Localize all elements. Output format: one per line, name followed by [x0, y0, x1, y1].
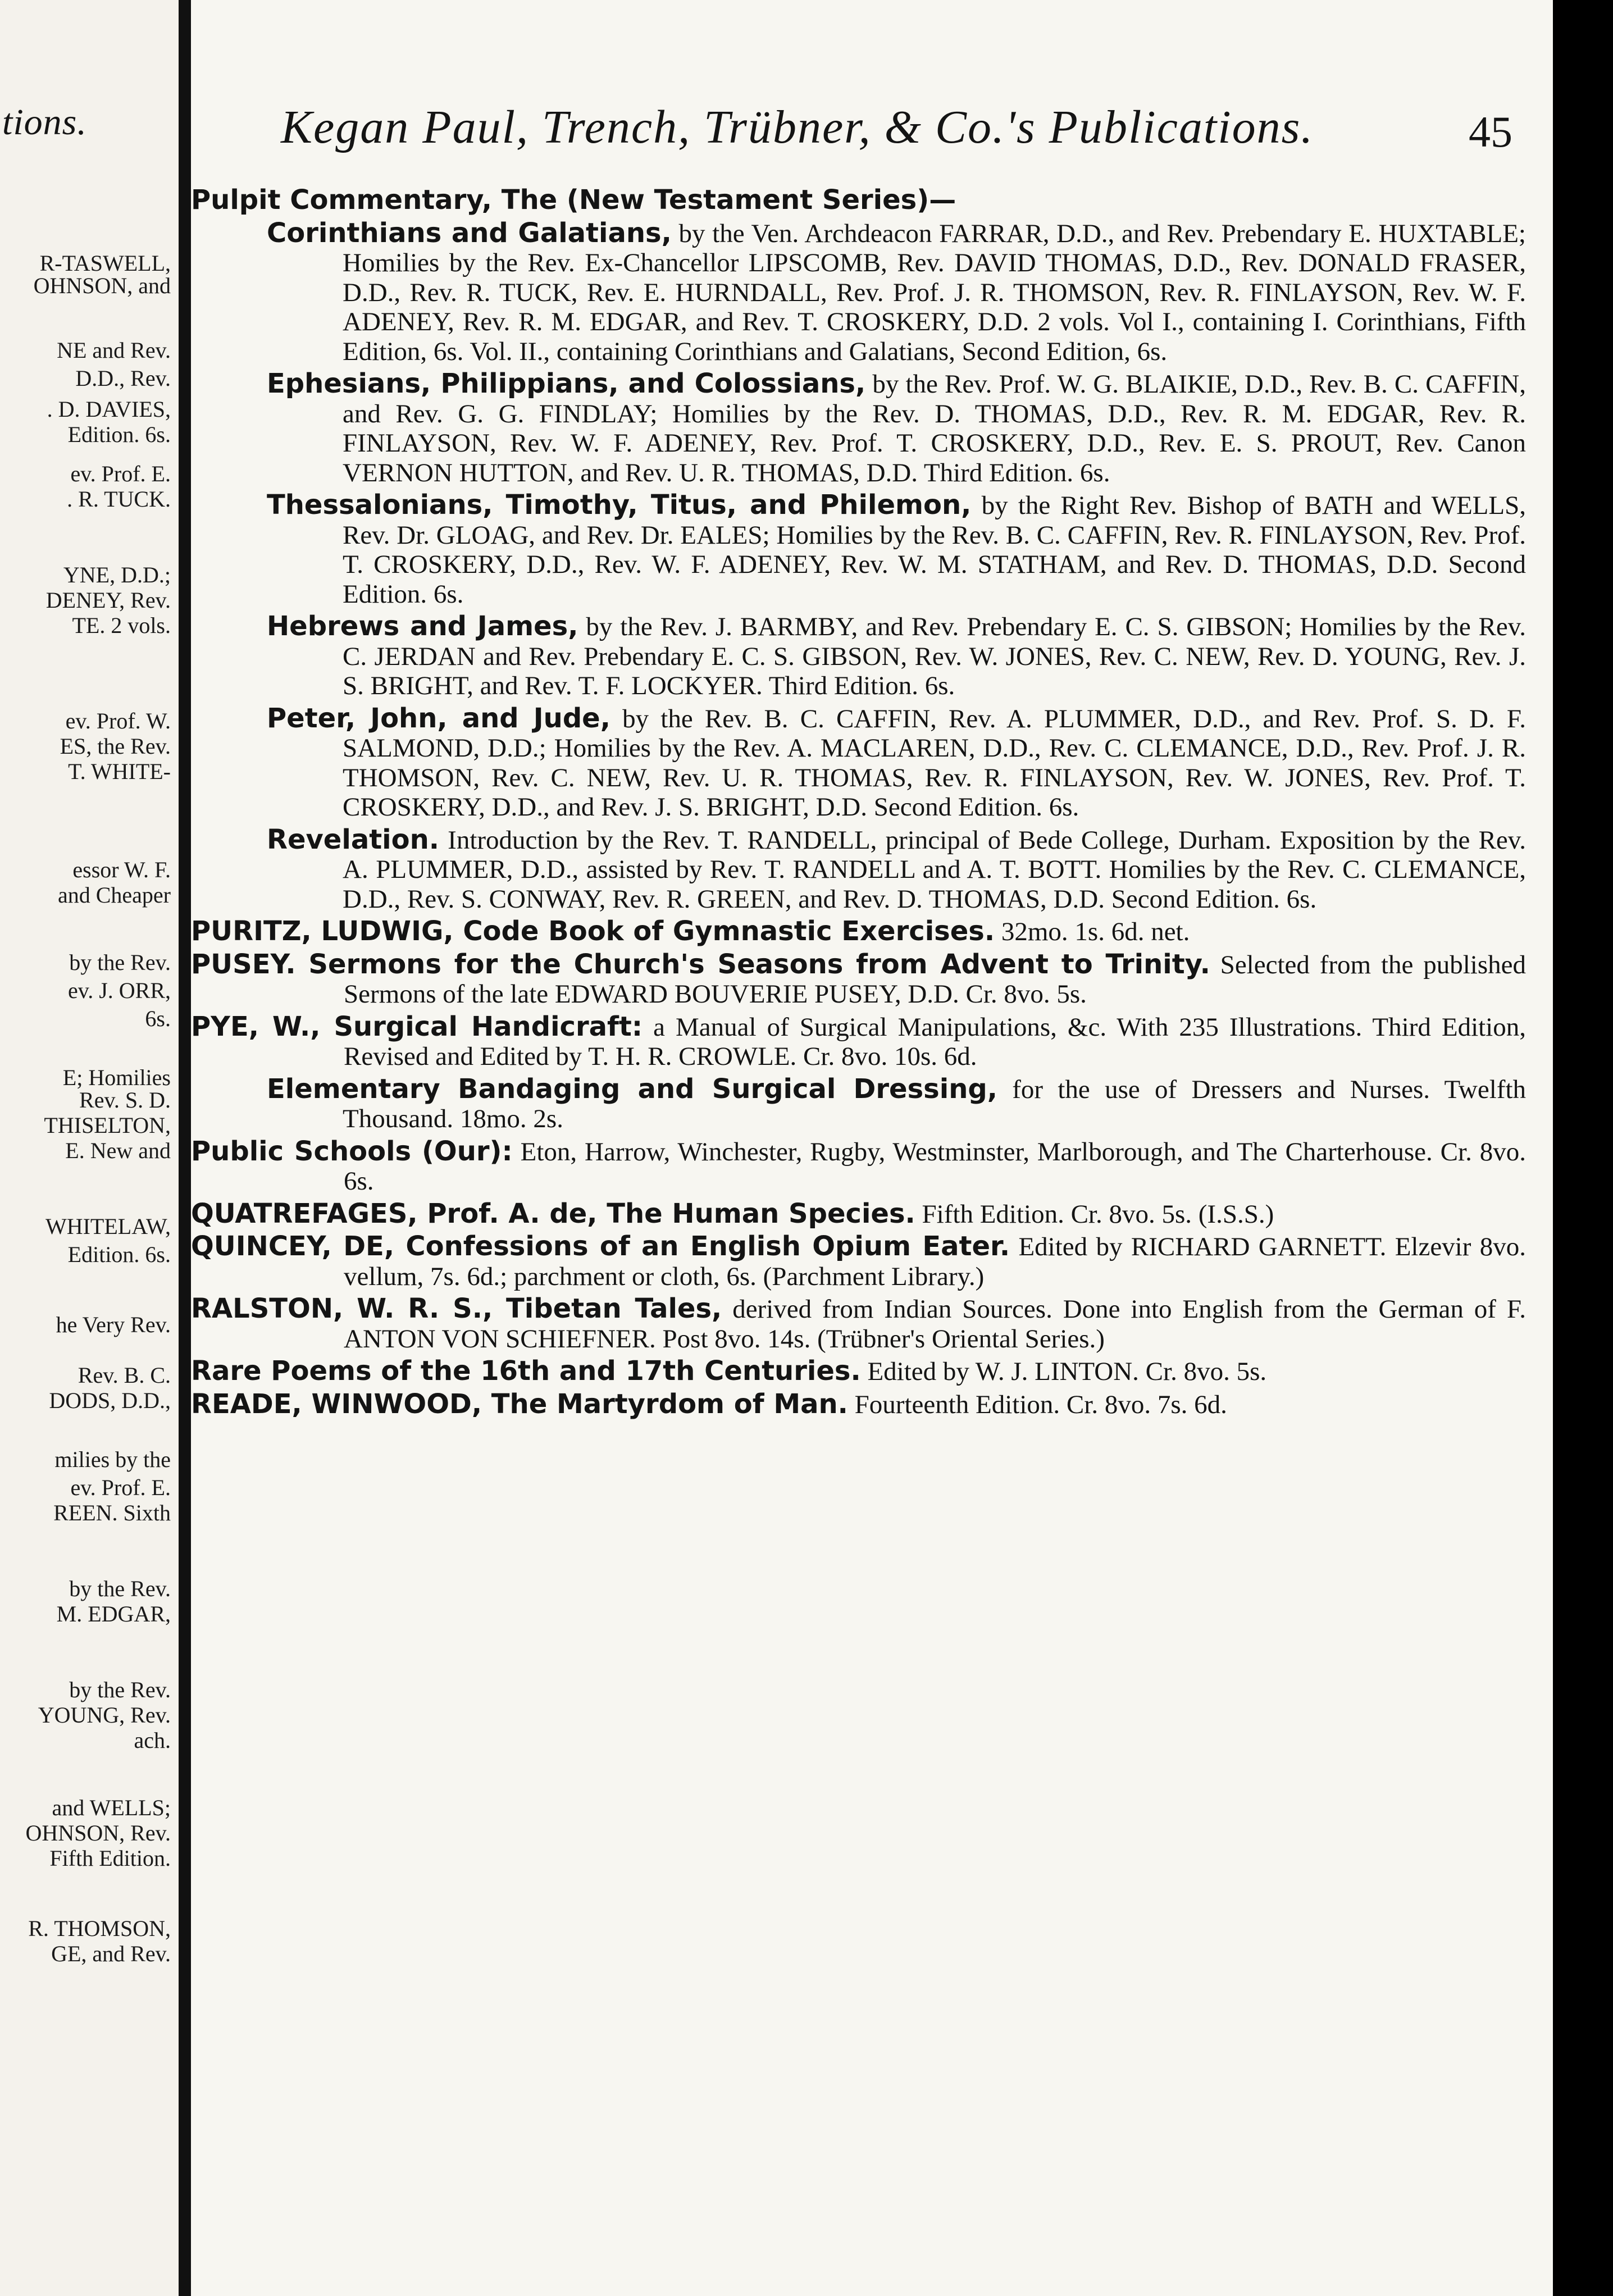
entry-heading: Revelation. — [267, 823, 439, 855]
catalogue-entry — [191, 704, 1553, 822]
entry-description: for the use of Dressers and Nurses. Twelfth Thousand. 18mo. 2s. — [343, 1074, 1526, 1133]
entry-heading: Elementary Bandaging and Surgical Dressing, — [267, 1073, 997, 1105]
left-page-line: OHNSON, and — [33, 273, 171, 298]
left-page-line: Rev. B. C. — [78, 1363, 171, 1388]
entry-description: by the Rev. J. BARMBY, and Rev. Prebendary E. C. S. GIBSON; Homilies by the Rev. C. JERDAN and Rev. Prebendary E. C. S. GIBSON, Rev. W. JONES, Rev. C. NEW, Rev. D. YOUNG, Rev. J. S. BRIGHT, and Rev. T. F. LOCKYER. Third Edition. 6s. — [343, 612, 1526, 700]
left-running-head: tions. — [2, 102, 87, 143]
left-page-line: REEN. Sixth — [53, 1500, 171, 1525]
catalogue-entry — [191, 1390, 1553, 1420]
left-page-line: OHNSON, Rev. — [25, 1820, 171, 1846]
left-page-line: E; Homilies — [62, 1065, 171, 1090]
catalogue-entry — [191, 369, 1553, 488]
entry-description: Selected from the published Sermons of the late EDWARD BOUVERIE PUSEY, D.D. Cr. 8vo. 5s. — [344, 950, 1527, 1009]
entry-heading: Thessalonians, Timothy, Titus, and Philemon, — [267, 489, 972, 521]
entry-description: Eton, Harrow, Winchester, Rugby, Westminster, Marlborough, and The Charterhouse. Cr. 8vo. 6s. — [344, 1137, 1526, 1196]
entry-description: derived from Indian Sources. Done into English from the German of F. ANTON VON SCHIEFNER. Post 8vo. 14s. (Trübner's Oriental Series.) — [344, 1295, 1526, 1354]
left-page-line: Edition. 6s. — [67, 422, 171, 447]
left-page-line: ev. Prof. W. — [65, 708, 171, 734]
left-page-line: NE and Rev. — [57, 338, 171, 363]
left-page-fragment — [0, 0, 179, 2296]
catalogue-entry — [191, 1199, 1553, 1229]
left-page-line: E. New and — [65, 1138, 171, 1163]
left-page-line: Rev. S. D. — [79, 1087, 171, 1113]
entry-description: by the Ven. Archdeacon FARRAR, D.D., and Rev. Prebendary E. HUXTABLE; Homilies by the Rev. Ex-Chancellor LIPSCOMB, Rev. DAVID THOMAS, D.D., Rev. DONALD FRASER, D.D., Rev. R. TUCK, Rev. E. HURNDALL, Rev. Prof. J. R. THOMSON, Rev. R. FINLAYSON, Rev. W. F. ADENEY, Rev. R. M. EDGAR, and Rev. T. CROSKERY, D.D. 2 vols. Vol I., containing I. Corinthians, Fifth Edition, 6s. Vol. II., containing Corinthians and Galatians, Second Edition, 6s. — [343, 218, 1526, 366]
left-page-line: milies by the — [54, 1447, 171, 1472]
left-page-line: R-TASWELL, — [39, 250, 171, 276]
page-number: 45 — [1469, 107, 1512, 156]
entry-heading: Public Schools (Our): — [191, 1135, 513, 1167]
left-page-line: and Cheaper — [57, 882, 171, 908]
entry-description: Edited by W. J. LINTON. Cr. 8vo. 5s. — [860, 1357, 1267, 1386]
left-page-line: WHITELAW, — [45, 1214, 171, 1239]
left-page-line: ev. Prof. E. — [70, 1475, 171, 1500]
left-page-line: Edition. 6s. — [67, 1242, 171, 1267]
left-page-line: . R. TUCK. — [67, 486, 171, 512]
entry-heading: PURITZ, LUDWIG, Code Book of Gymnastic Exercises. — [191, 915, 995, 947]
catalogue-entry — [191, 917, 1553, 947]
left-page-line: ach. — [134, 1728, 171, 1753]
left-page-line: M. EDGAR, — [56, 1601, 171, 1627]
left-page-line: . D. DAVIES, — [47, 397, 171, 422]
left-page-line: DODS, D.D., — [49, 1388, 171, 1413]
left-page-line: by the Rev. — [69, 1576, 171, 1601]
catalogue-entry — [191, 1137, 1553, 1196]
left-page-line: THISELTON, — [44, 1113, 171, 1138]
entry-description: Introduction by the Rev. T. RANDELL, principal of Bede College, Durham. Exposition by the Rev. A. PLUMMER, D.D., assisted by Rev. T. RANDELL and A. T. BOTT. Homilies by the Rev. C. CLEMANCE, D.D., Rev. S. CONWAY, Rev. R. GREEN, and Rev. D. THOMAS, D.D. Second Edition. 6s. — [343, 825, 1526, 914]
catalogue-entry — [191, 612, 1553, 701]
entry-heading: Pulpit Commentary, The (New Testament Series)— — [191, 184, 956, 216]
catalogue-entry — [191, 1356, 1553, 1387]
left-page-line: YOUNG, Rev. — [38, 1702, 171, 1728]
left-page-line: D.D., Rev. — [75, 366, 171, 391]
catalogue-entries — [191, 185, 1553, 1422]
page-edge — [1553, 0, 1613, 2296]
left-page-line: he Very Rev. — [56, 1312, 171, 1337]
entry-heading: Hebrews and James, — [267, 611, 578, 642]
entry-heading: PYE, W., Surgical Handicraft: — [191, 1010, 643, 1042]
left-page-line: by the Rev. — [69, 1677, 171, 1702]
entry-description: by the Right Rev. Bishop of BATH and WELLS, Rev. Dr. GLOAG, and Rev. Dr. EALES; Homilies by the Rev. B. C. CAFFIN, Rev. R. FINLAYSON, Rev. Prof. T. CROSKERY, D.D., Rev. W. F. ADENEY, Rev. W. M. STATHAM, and Rev. D. THOMAS, D.D. Second Edition. 6s. — [343, 491, 1526, 609]
entry-heading: Rare Poems of the 16th and 17th Centuries. — [191, 1355, 861, 1387]
left-page-line: by the Rev. — [69, 950, 171, 975]
left-page-line: ev. J. ORR, — [68, 978, 171, 1003]
catalogue-entry — [191, 1232, 1553, 1291]
entry-heading: Ephesians, Philippians, and Colossians, — [267, 368, 866, 399]
left-page-line: YNE, D.D.; — [63, 562, 171, 587]
left-page-line: ES, the Rev. — [60, 734, 171, 759]
entry-heading: Peter, John, and Jude, — [267, 702, 610, 734]
entry-description: a Manual of Surgical Manipulations, &c. With 235 Illustrations. Third Edition, Revised and Edited by T. H. R. CROWLE. Cr. 8vo. 10s. 6d. — [344, 1012, 1526, 1071]
entry-description: by the Rev. Prof. W. G. BLAIKIE, D.D., Rev. B. C. CAFFIN, and Rev. G. G. FINDLAY; Homilies by the Rev. D. THOMAS, D.D., Rev. R. M. EDGAR, Rev. R. FINLAYSON, Rev. W. F. ADENEY, Rev. Prof. T. CROSKERY, D.D., Rev. E. S. PROUT, Rev. Canon VERNON HUTTON, and Rev. U. R. THOMAS, D.D. Third Edition. 6s. — [343, 370, 1526, 488]
entry-heading: QUATREFAGES, Prof. A. de, The Human Species. — [191, 1197, 915, 1229]
left-page-line: R. THOMSON, — [28, 1916, 171, 1941]
left-page-line: T. WHITE- — [68, 759, 171, 784]
entry-description: Fifth Edition. Cr. 8vo. 5s. (I.S.S.) — [915, 1199, 1274, 1229]
main-page — [191, 0, 1553, 2296]
catalogue-entry — [191, 950, 1553, 1009]
catalogue-entry — [191, 185, 1553, 216]
catalogue-entry — [191, 1012, 1553, 1072]
left-page-line: TE. 2 vols. — [72, 613, 171, 638]
left-page-line: and WELLS; — [52, 1795, 171, 1820]
running-head: Kegan Paul, Trench, Trübner, & Co.'s Publications. — [281, 101, 1314, 153]
catalogue-entry — [191, 1074, 1553, 1134]
left-page-line: 6s. — [145, 1006, 171, 1031]
left-page-line: essor W. F. — [72, 857, 171, 882]
entry-heading: PUSEY. Sermons for the Church's Seasons from Advent to Trinity. — [191, 948, 1210, 980]
catalogue-entry — [191, 825, 1553, 914]
entry-description: 32mo. 1s. 6d. net. — [995, 917, 1190, 946]
left-page-line: Fifth Edition. — [49, 1846, 171, 1871]
entry-description: Fourteenth Edition. Cr. 8vo. 7s. 6d. — [847, 1390, 1227, 1419]
entry-heading: Corinthians and Galatians, — [267, 217, 672, 249]
left-page-line: GE, and Rev. — [51, 1941, 171, 1966]
entry-description: Edited by RICHARD GARNETT. Elzevir 8vo. vellum, 7s. 6d.; parchment or cloth, 6s. (Parchment Library.) — [344, 1232, 1527, 1291]
entry-description: by the Rev. B. C. CAFFIN, Rev. A. PLUMMER, D.D., and Rev. Prof. S. D. F. SALMOND, D.D.; Homilies by the Rev. A. MACLAREN, D.D., Rev. C. CLEMANCE, D.D., Rev. Prof. J. R. THOMSON, Rev. C. NEW, Rev. U. R. THOMAS, Rev. R. FINLAYSON, Rev. W. JONES, Rev. Prof. T. CROSKERY, D.D., and Rev. J. S. BRIGHT, D.D. Second Edition. 6s. — [343, 704, 1527, 822]
catalogue-entry — [191, 218, 1553, 367]
entry-heading: QUINCEY, DE, Confessions of an English Opium Eater. — [191, 1231, 1010, 1262]
entry-heading: RALSTON, W. R. S., Tibetan Tales, — [191, 1293, 722, 1324]
left-page-line: ev. Prof. E. — [70, 461, 171, 486]
entry-heading: READE, WINWOOD, The Martyrdom of Man. — [191, 1388, 848, 1420]
catalogue-entry — [191, 490, 1553, 609]
left-page-line: DENEY, Rev. — [45, 587, 171, 613]
page-gutter — [179, 0, 191, 2296]
catalogue-entry — [191, 1294, 1553, 1354]
